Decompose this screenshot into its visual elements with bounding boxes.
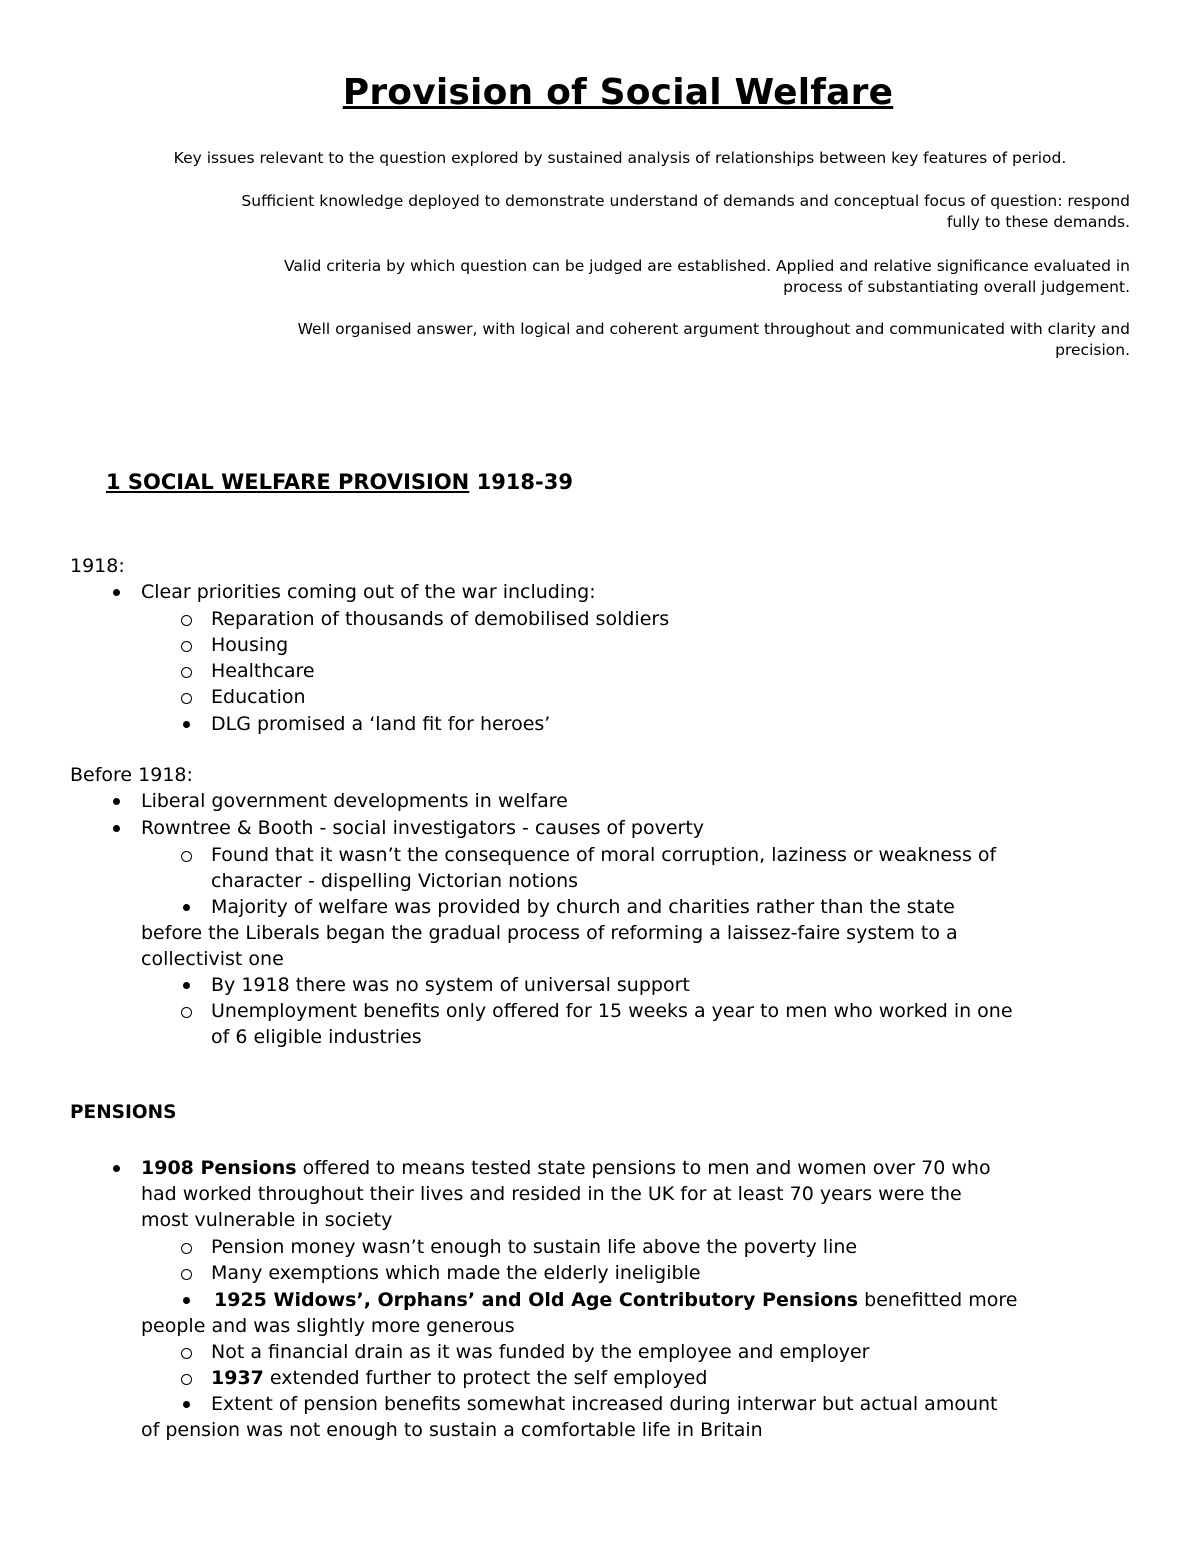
list-item: DLG promised a ‘land fit for heroes’ <box>211 711 550 737</box>
circle-bullet-icon <box>181 615 192 626</box>
label-before-1918: Before 1918: <box>70 764 193 786</box>
criteria-line: fully to these demands. <box>946 213 1130 231</box>
list-item: Healthcare <box>211 658 315 684</box>
list-item: Not a financial drain as it was funded by the employee and employer <box>211 1339 869 1365</box>
list-item: Many exemptions which made the elderly ineligible <box>211 1260 701 1286</box>
section-heading-years: 1918-39 <box>469 470 573 494</box>
criteria-line: Sufficient knowledge deployed to demonstrate understand of demands and conceptual focus of question: respond <box>241 192 1130 210</box>
list-item-continuation: before the Liberals began the gradual process of reforming a laissez-faire system to a collectivist one <box>141 922 958 970</box>
bullet-icon <box>183 982 190 989</box>
label-1918: 1918: <box>70 555 125 577</box>
bullet-icon <box>113 589 120 596</box>
circle-bullet-icon <box>181 1243 192 1254</box>
criteria-line: Key issues relevant to the question explored by sustained analysis of relationships between key features of period. <box>173 149 1067 167</box>
list-item: Housing <box>211 632 288 658</box>
criteria-line: Well organised answer, with logical and coherent argument throughout and communicated with clarity and <box>297 320 1130 338</box>
list-item: Unemployment benefits only offered for 15 weeks a year to men who worked in one of 6 eligible industries <box>211 998 1013 1050</box>
list-item: 1908 Pensions offered to means tested state pensions to men and women over 70 who had worked throughout their lives and resided in the UK for at least 70 years were the most vulnerable in society <box>141 1155 991 1233</box>
section-heading-underlined: 1 SOCIAL WELFARE PROVISION <box>106 470 470 494</box>
page-title: Provision of Social Welfare <box>342 72 894 113</box>
bullet-icon <box>113 798 120 805</box>
list-item: 1937 extended further to protect the self employed <box>211 1365 707 1391</box>
bullet-icon <box>183 904 190 911</box>
criteria-line: precision. <box>1055 341 1130 359</box>
circle-bullet-icon <box>181 667 192 678</box>
list-item: Found that it wasn’t the consequence of moral corruption, laziness or weakness of character - dispelling Victorian notions <box>211 842 996 894</box>
list-item: Education <box>211 684 306 710</box>
list-item: Extent of pension benefits somewhat increased during interwar but actual amount <box>211 1391 998 1417</box>
circle-bullet-icon <box>181 1269 192 1280</box>
bullet-icon <box>183 721 190 728</box>
list-item: Pension money wasn’t enough to sustain life above the poverty line <box>211 1234 857 1260</box>
list-item: 1925 Widows’, Orphans’ and Old Age Contributory Pensions benefitted more <box>214 1287 1018 1313</box>
list-item: Liberal government developments in welfare <box>141 788 568 814</box>
list-item: Rowntree & Booth - social investigators - causes of poverty <box>141 815 704 841</box>
circle-bullet-icon <box>181 693 192 704</box>
list-item: Clear priorities coming out of the war including: <box>141 579 596 605</box>
bullet-icon <box>113 1165 120 1172</box>
list-item: By 1918 there was no system of universal support <box>211 972 690 998</box>
list-item: Majority of welfare was provided by church and charities rather than the state <box>211 894 955 920</box>
circle-bullet-icon <box>181 1348 192 1359</box>
list-item-continuation: of pension was not enough to sustain a comfortable life in Britain <box>141 1419 763 1441</box>
circle-bullet-icon <box>181 1374 192 1385</box>
list-item-continuation: people and was slightly more generous <box>141 1315 515 1337</box>
criteria-line: Valid criteria by which question can be judged are established. Applied and relative significance evaluated in <box>283 257 1130 275</box>
bullet-icon <box>113 825 120 832</box>
pensions-heading: PENSIONS <box>70 1102 177 1123</box>
bullet-icon <box>183 1401 190 1408</box>
circle-bullet-icon <box>181 851 192 862</box>
circle-bullet-icon <box>181 641 192 652</box>
bullet-icon <box>183 1297 190 1304</box>
circle-bullet-icon <box>181 1007 192 1018</box>
section-heading <box>106 470 573 494</box>
list-item: Reparation of thousands of demobilised soldiers <box>211 606 669 632</box>
criteria-line: process of substantiating overall judgement. <box>783 278 1130 296</box>
